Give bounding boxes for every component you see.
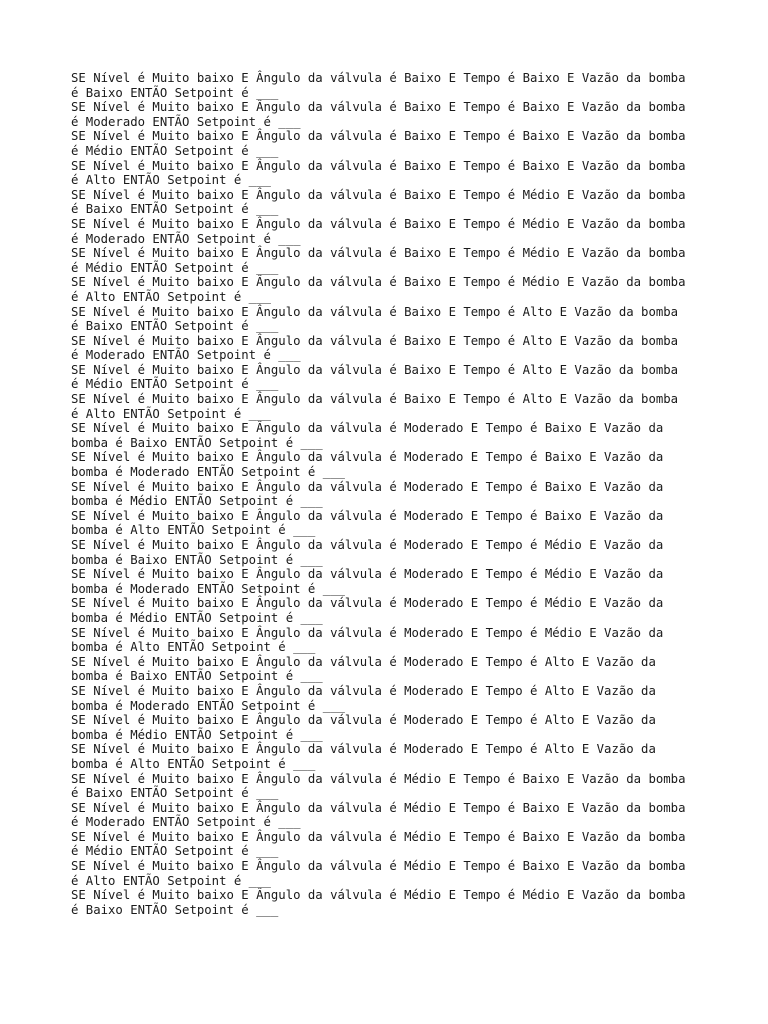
fuzzy-rule: SE Nível é Muito baixo E Ângulo da válvula é Moderado E Tempo é Médio E Vazão da bomba é Moderado ENTÃO Setpoint é ___ bbox=[71, 567, 664, 596]
fuzzy-rule: SE Nível é Muito baixo E Ângulo da válvula é Médio E Tempo é Baixo E Vazão da bomba é Moderado ENTÃO Setpoint é ___ bbox=[71, 800, 686, 830]
fuzzy-rule: SE Nível é Muito baixo E Ângulo da válvula é Baixo E Tempo é Baixo E Vazão da bomba é Médio ENTÃO Setpoint é ___ bbox=[71, 129, 686, 158]
fuzzy-rule: SE Nível é Muito baixo E Ângulo da válvula é Moderado E Tempo é Alto E Vazão da bomba é Moderado ENTÃO Setpoint é ___ bbox=[71, 683, 656, 713]
fuzzy-rule: SE Nível é Muito baixo E Ângulo da válvula é Baixo E Tempo é Alto E Vazão da bomba é Médio ENTÃO Setpoint é ___ bbox=[71, 362, 679, 392]
fuzzy-rule: SE Nível é Muito baixo E Ângulo da válvula é Moderado E Tempo é Alto E Vazão da bomba é Médio ENTÃO Setpoint é ___ bbox=[71, 713, 656, 742]
fuzzy-rule: SE Nível é Muito baixo E Ângulo da válvula é Moderado E Tempo é Alto E Vazão da bomba é Alto ENTÃO Setpoint é ___ bbox=[71, 742, 656, 771]
fuzzy-rule: SE Nível é Muito baixo E Ângulo da válvula é Baixo E Tempo é Baixo E Vazão da bomba é Baixo ENTÃO Setpoint é ___ bbox=[71, 71, 686, 100]
fuzzy-rule: SE Nível é Muito baixo E Ângulo da válvula é Baixo E Tempo é Médio E Vazão da bomba é Baixo ENTÃO Setpoint é ___ bbox=[71, 187, 686, 217]
fuzzy-rule: SE Nível é Muito baixo E Ângulo da válvula é Moderado E Tempo é Alto E Vazão da bomba é Baixo ENTÃO Setpoint é ___ bbox=[71, 654, 656, 684]
fuzzy-rule: SE Nível é Muito baixo E Ângulo da válvula é Moderado E Tempo é Baixo E Vazão da bomba é Médio ENTÃO Setpoint é ___ bbox=[71, 479, 664, 509]
fuzzy-rule: SE Nível é Muito baixo E Ângulo da válvula é Baixo E Tempo é Médio E Vazão da bomba é Médio ENTÃO Setpoint é ___ bbox=[71, 246, 686, 275]
fuzzy-rule: SE Nível é Muito baixo E Ângulo da válvula é Baixo E Tempo é Baixo E Vazão da bomba é Moderado ENTÃO Setpoint é ___ bbox=[71, 100, 686, 129]
fuzzy-rule: SE Nível é Muito baixo E Ângulo da válvula é Baixo E Tempo é Médio E Vazão da bomba é Alto ENTÃO Setpoint é ___ bbox=[71, 275, 686, 304]
fuzzy-rule: SE Nível é Muito baixo E Ângulo da válvula é Baixo E Tempo é Alto E Vazão da bomba é Moderado ENTÃO Setpoint é ___ bbox=[71, 333, 679, 363]
fuzzy-rule: SE Nível é Muito baixo E Ângulo da válvula é Médio E Tempo é Médio E Vazão da bomba é Baixo ENTÃO Setpoint é ___ bbox=[71, 888, 686, 917]
fuzzy-rule: SE Nível é Muito baixo E Ângulo da válvula é Médio E Tempo é Baixo E Vazão da bomba é Médio ENTÃO Setpoint é ___ bbox=[71, 829, 686, 859]
fuzzy-rule: SE Nível é Muito baixo E Ângulo da válvula é Médio E Tempo é Baixo E Vazão da bomba é Baixo ENTÃO Setpoint é ___ bbox=[71, 771, 686, 801]
fuzzy-rule: SE Nível é Muito baixo E Ângulo da válvula é Baixo E Tempo é Alto E Vazão da bomba é Alto ENTÃO Setpoint é ___ bbox=[71, 392, 679, 421]
fuzzy-rule: SE Nível é Muito baixo E Ângulo da válvula é Médio E Tempo é Baixo E Vazão da bomba é Alto ENTÃO Setpoint é ___ bbox=[71, 859, 686, 888]
fuzzy-rule: SE Nível é Muito baixo E Ângulo da válvula é Moderado E Tempo é Médio E Vazão da bomba é Alto ENTÃO Setpoint é ___ bbox=[71, 625, 664, 655]
fuzzy-rule: SE Nível é Muito baixo E Ângulo da válvula é Moderado E Tempo é Baixo E Vazão da bomba é Moderado ENTÃO Setpoint é ___ bbox=[71, 450, 664, 480]
fuzzy-rule-list bbox=[71, 71, 711, 917]
fuzzy-rule: SE Nível é Muito baixo E Ângulo da válvula é Moderado E Tempo é Baixo E Vazão da bomba é Baixo ENTÃO Setpoint é ___ bbox=[71, 421, 664, 450]
fuzzy-rule: SE Nível é Muito baixo E Ângulo da válvula é Baixo E Tempo é Alto E Vazão da bomba é Baixo ENTÃO Setpoint é ___ bbox=[71, 304, 679, 334]
fuzzy-rule: SE Nível é Muito baixo E Ângulo da válvula é Moderado E Tempo é Baixo E Vazão da bomba é Alto ENTÃO Setpoint é ___ bbox=[71, 508, 664, 538]
fuzzy-rule: SE Nível é Muito baixo E Ângulo da válvula é Baixo E Tempo é Baixo E Vazão da bomba é Alto ENTÃO Setpoint é ___ bbox=[71, 158, 686, 188]
fuzzy-rule: SE Nível é Muito baixo E Ângulo da válvula é Moderado E Tempo é Médio E Vazão da bomba é Médio ENTÃO Setpoint é ___ bbox=[71, 596, 664, 625]
fuzzy-rule: SE Nível é Muito baixo E Ângulo da válvula é Moderado E Tempo é Médio E Vazão da bomba é Baixo ENTÃO Setpoint é ___ bbox=[71, 538, 664, 567]
fuzzy-rule: SE Nível é Muito baixo E Ângulo da válvula é Baixo E Tempo é Médio E Vazão da bomba é Moderado ENTÃO Setpoint é ___ bbox=[71, 216, 686, 246]
